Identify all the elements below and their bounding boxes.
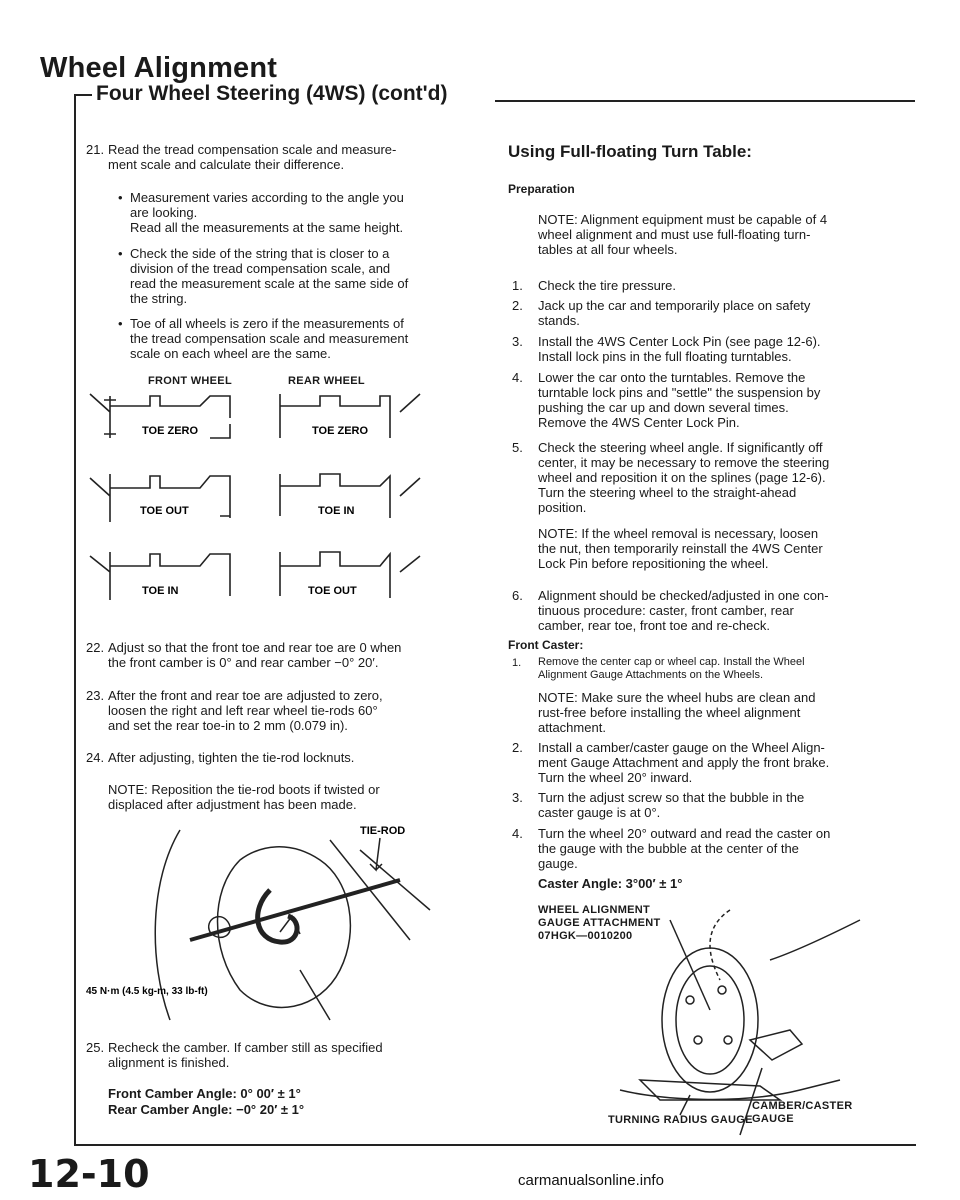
bullet-dot: • <box>118 246 123 261</box>
step-number: 23. <box>86 688 105 703</box>
caster-step-3 <box>538 790 918 820</box>
text-line: Check the tire pressure. <box>538 278 677 293</box>
suspension-lines <box>300 840 430 1020</box>
text-line: the gauge with the bubble at the center of the <box>538 841 799 856</box>
prep-step-3 <box>538 334 918 364</box>
toe-diagram-lines <box>90 394 420 600</box>
step-number: 21. <box>86 142 105 157</box>
text-line: loosen the right and left rear wheel tie-rods 60° <box>108 703 378 718</box>
text-line: tinuous procedure: caster, front camber, rear <box>538 603 794 618</box>
step-number: 2. <box>512 740 523 755</box>
turntable-edge <box>620 1080 840 1099</box>
step-25-text <box>108 1040 458 1070</box>
text-line: Adjust so that the front toe and rear toe are 0 when <box>108 640 402 655</box>
turning-gauge-label: TURNING RADIUS GAUGE <box>608 1114 753 1126</box>
text-line: are looking. <box>130 205 198 220</box>
caster-angle-spec: Caster Angle: 3°00′ ± 1° <box>538 876 683 891</box>
text-line: GAUGE ATTACHMENT <box>538 917 661 929</box>
text-line: the front camber is 0° and rear camber −0° 20′. <box>108 655 379 670</box>
step-number: 1. <box>512 657 522 669</box>
text-line: Install the 4WS Center Lock Pin (see page 12-6). <box>538 334 821 349</box>
text-line: the nut, then temporarily reinstall the 4WS Center <box>538 541 823 556</box>
preparation-heading: Preparation <box>508 182 575 196</box>
text-line: 07HGK—0010200 <box>538 930 633 942</box>
step-number: 6. <box>512 588 523 603</box>
text-line: NOTE: Alignment equipment must be capable of 4 <box>538 212 828 227</box>
text-line: position. <box>538 500 587 515</box>
text-line: Turn the steering wheel to the straight-ahead <box>538 485 797 500</box>
text-line: CAMBER/CASTER <box>752 1100 853 1112</box>
toe-label: TOE IN <box>142 585 179 597</box>
watermark-text: carmanualsonline.info <box>518 1172 664 1189</box>
step-number: 22. <box>86 640 105 655</box>
text-line: gauge. <box>538 856 578 871</box>
text-line: wheel alignment and must use full-floating turn- <box>538 227 811 242</box>
section-title: Four Wheel Steering (4WS) (cont'd) <box>96 82 448 105</box>
frame-rule-bottom <box>74 1144 916 1146</box>
step-number: 4. <box>512 370 523 385</box>
text-line: Remove the center cap or wheel cap. Install the Wheel <box>538 656 805 668</box>
text-line: Recheck the camber. If camber still as specified <box>108 1040 383 1055</box>
text-line: center, it may be necessary to remove the steering <box>538 455 830 470</box>
step-number: 3. <box>512 334 523 349</box>
lug-nut <box>694 1036 702 1044</box>
note-preparation <box>538 212 918 257</box>
rear-wheel-label: REAR WHEEL <box>288 375 365 387</box>
text-line: Toe of all wheels is zero if the measurements of <box>130 316 404 331</box>
text-line: displaced after adjustment has been made. <box>108 797 357 812</box>
toe-label: TOE OUT <box>308 585 357 597</box>
step-21-text <box>108 142 458 172</box>
lug-nut <box>718 986 726 994</box>
text-line: pushing the car up and down several times. <box>538 400 789 415</box>
toe-label: TOE IN <box>318 505 355 517</box>
lug-nut <box>686 996 694 1004</box>
step-number: 5. <box>512 440 523 455</box>
text-line: NOTE: Reposition the tie-rod boots if twisted or <box>108 782 380 797</box>
tie-rod-label: TIE-ROD <box>360 825 406 837</box>
text-line: Install lock pins in the full floating turntables. <box>538 349 792 364</box>
step-number: 3. <box>512 790 523 805</box>
right-heading: Using Full-floating Turn Table: <box>508 142 752 161</box>
page-number: 12-10 <box>28 1152 150 1196</box>
text-line: caster gauge is at 0°. <box>538 805 661 820</box>
note-step-5 <box>538 526 918 571</box>
text-line: and set the rear toe-in to 2 mm (0.079 in). <box>108 718 348 733</box>
fender-dashed <box>710 910 730 980</box>
rear-camber-spec: Rear Camber Angle: −0° 20′ ± 1° <box>108 1102 305 1117</box>
prep-step-1 <box>538 278 918 293</box>
rim-outline <box>676 966 744 1074</box>
text-line: the tread compensation scale and measurement <box>130 331 409 346</box>
front-caster-heading: Front Caster: <box>508 638 584 652</box>
note-24 <box>108 782 458 812</box>
text-line: Alignment Gauge Attachments on the Wheels. <box>538 669 764 681</box>
step-23-text <box>108 688 458 733</box>
toe-diagram <box>80 386 460 628</box>
text-line: Check the steering wheel angle. If significantly off <box>538 440 823 455</box>
front-camber-spec: Front Camber Angle: 0° 00′ ± 1° <box>108 1086 301 1101</box>
text-line: NOTE: If the wheel removal is necessary, loosen <box>538 526 819 541</box>
frame-rule-top <box>495 100 915 102</box>
text-line: Install a camber/caster gauge on the Wheel Align- <box>538 740 825 755</box>
text-line: read the measurement scale at the same side of <box>130 276 409 291</box>
lug-nut <box>724 1036 732 1044</box>
text-line: Read all the measurements at the same height. <box>130 220 404 235</box>
tie-rod-illustration <box>86 820 450 1030</box>
step-number: 2. <box>512 298 523 313</box>
caster-step-1 <box>538 656 928 682</box>
text-line: Lock Pin before repositioning the wheel. <box>538 556 769 571</box>
prep-step-5 <box>538 440 918 515</box>
tie-rod-pointer <box>370 838 382 870</box>
text-line: Turn the adjust screw so that the bubble in the <box>538 790 805 805</box>
prep-step-2 <box>538 298 918 328</box>
page-title: Wheel Alignment <box>40 52 278 84</box>
bullet-3 <box>130 316 460 361</box>
text-line: division of the tread compensation scale, and <box>130 261 391 276</box>
text-line: Check the side of the string that is closer to a <box>130 246 390 261</box>
toe-label: TOE ZERO <box>312 425 369 437</box>
toe-label: TOE OUT <box>140 505 189 517</box>
text-line: ment scale and calculate their difference. <box>108 157 345 172</box>
text-line: After the front and rear toe are adjusted to zero, <box>108 688 383 703</box>
bullet-dot: • <box>118 316 123 331</box>
step-24-text: After adjusting, tighten the tie-rod locknuts. <box>108 750 355 765</box>
text-line: stands. <box>538 313 580 328</box>
car-body-line <box>770 920 860 960</box>
text-line: alignment is finished. <box>108 1055 230 1070</box>
step-number: 24. <box>86 750 105 765</box>
step-22-text <box>108 640 458 670</box>
text-line: camber, rear toe, front toe and re-check. <box>538 618 770 633</box>
bullet-2 <box>130 246 460 306</box>
caster-step-2 <box>538 740 918 785</box>
text-line: Read the tread compensation scale and measure- <box>108 142 397 157</box>
prep-step-6 <box>538 588 918 633</box>
text-line: Jack up the car and temporarily place on safety <box>538 298 811 313</box>
note-caster-1 <box>538 690 918 735</box>
tie-rod-end <box>209 917 230 938</box>
prep-step-4 <box>538 370 918 430</box>
text-line: Turn the wheel 20° inward. <box>538 770 693 785</box>
step-number: 1. <box>512 278 523 293</box>
text-line: WHEEL ALIGNMENT <box>538 904 651 916</box>
toe-label: TOE ZERO <box>142 425 199 437</box>
text-line: NOTE: Make sure the wheel hubs are clean and <box>538 690 816 705</box>
text-line: Alignment should be checked/adjusted in one con- <box>538 588 829 603</box>
text-line: Turn the wheel 20° outward and read the caster on <box>538 826 831 841</box>
text-line: attachment. <box>538 720 606 735</box>
text-line: Measurement varies according to the angle you <box>130 190 404 205</box>
text-line: tables at all four wheels. <box>538 242 678 257</box>
text-line: turntable lock pins and "settle" the suspension by <box>538 385 821 400</box>
text-line: GAUGE <box>752 1113 794 1125</box>
step-number: 4. <box>512 826 523 841</box>
front-wheel-label: FRONT WHEEL <box>148 375 232 387</box>
text-line: the string. <box>130 291 188 306</box>
text-line: scale on each wheel are the same. <box>130 346 331 361</box>
frame-rule-left <box>74 94 76 1146</box>
frame-rule-left-top <box>74 94 92 96</box>
text-line: Lower the car onto the turntables. Remove the <box>538 370 806 385</box>
caster-step-4 <box>538 826 918 871</box>
bullet-dot: • <box>118 190 123 205</box>
bullet-1 <box>130 190 460 235</box>
camber-gauge-label <box>752 1100 852 1126</box>
text-line: Remove the 4WS Center Lock Pin. <box>538 415 740 430</box>
step-number: 25. <box>86 1040 105 1055</box>
caster-gauge-illustration <box>540 890 920 1130</box>
text-line: wheel and reposition it on the splines (page 12-6). <box>538 470 826 485</box>
text-line: ment Gauge Attachment and apply the front brake. <box>538 755 830 770</box>
torque-label: 45 N·m (4.5 kg-m, 33 lb-ft) <box>86 986 208 997</box>
text-line: rust-free before installing the wheel alignment <box>538 705 801 720</box>
